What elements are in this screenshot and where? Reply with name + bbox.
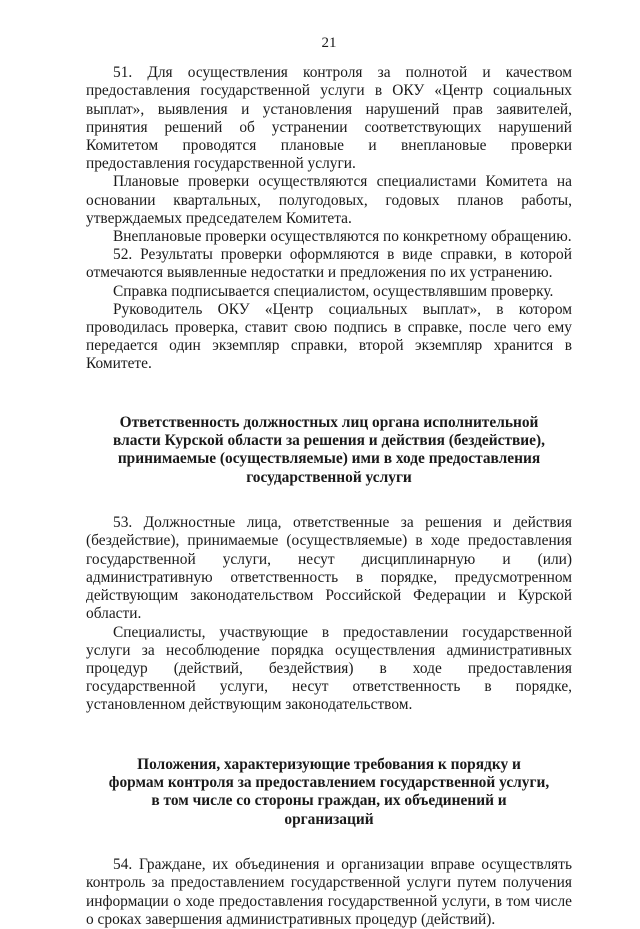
page-number: 21 [321, 35, 337, 51]
paragraph-51: 51. Для осуществления контроля за полнотой и качеством предоставления государственной услуги в ОКУ «Центр социальных выплат», выявления и установления нарушений прав заявителей, принятия решений об устранении соответствующих нарушений Комитетом проводятся плановые и внеплановые проверки предоставления государственной услуги. [86, 64, 572, 173]
paragraph-unplanned-inspections: Внеплановые проверки осуществляются по конкретному обращению. [113, 228, 572, 246]
paragraph-report-copies: Руководитель ОКУ «Центр социальных выплат», в котором проводилась проверка, ставит свою подпись в справке, после чего ему передается один экземпляр справки, второй экземпляр хранится в Комитете. [86, 300, 572, 373]
paragraph-planned-inspections: Плановые проверки осуществляются специалистами Комитета на основании квартальных, полугодовых, годовых планов работы, утверждаемых председателем Комитета. [86, 173, 572, 227]
paragraph-54: 54. Граждане, их объединения и организации вправе осуществлять контроль за предоставлением государственной услуги путем получения информации о ходе предоставления государственной услуги, в том числе о сроках завершения административных процедур (действий). [86, 856, 572, 928]
document-page [86, 34, 572, 929]
paragraph-52: 52. Результаты проверки оформляются в виде справки, в которой отмечаются выявленные недостатки и предложения по их устранению. [86, 246, 572, 282]
section-heading-responsibility: Ответственность должностных лиц органа исполнительной власти Курской области за решения и действия (бездействие), принимаемые (осуществляемые) ими в ходе предоставления государственной услуги [113, 413, 545, 486]
paragraph-53: 53. Должностные лица, ответственные за решения и действия (бездействие), принимаемые (осуществляемые) в ходе предоставления государственной услуги, несут дисциплинарную и (или) административную ответственность в порядке, предусмотренном действующим законодательством Российской Федерации и Курской области. [86, 514, 572, 623]
paragraph-report-signed: Справка подписывается специалистом, осуществлявшим проверку. [113, 282, 554, 300]
paragraph-specialists-responsibility: Специалисты, участвующие в предоставлении государственной услуги за несоблюдение порядка осуществления административных процедур (действий, бездействия) в ходе предоставления государственной услуги, несут ответственность в порядке, установленном действующим законодательством. [86, 623, 572, 714]
section-heading-control-requirements: Положения, характеризующие требования к порядку и формам контроля за предоставлением государственной услуги, в том числе со стороны граждан, их объединений и организаций [108, 755, 550, 828]
